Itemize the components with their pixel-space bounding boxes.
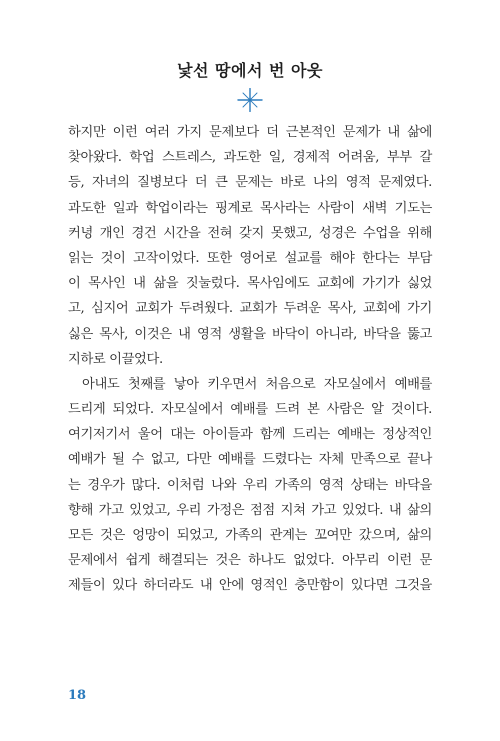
text-line: 아내도 첫째를 낳아 키우면서 처음으로 자모실에서 예배를 (82, 376, 432, 392)
text-line: 제들이 있다 하더라도 내 안에 영적인 충만함이 있다면 그것을 (68, 578, 432, 594)
text-line: 커녕 개인 경건 시간을 전혀 갖지 못했고, 성경은 수업을 위해 (68, 225, 432, 241)
paragraph-1 (68, 120, 432, 372)
text-line: 문제에서 쉽게 해결되는 것은 하나도 없었다. 아무리 이런 문 (68, 553, 432, 569)
text-line: 여기저기서 울어 대는 아이들과 함께 드리는 예배는 정상적인 (68, 427, 432, 443)
paragraph-2 (68, 372, 432, 599)
text-line: 지하로 이끌었다. (68, 351, 163, 367)
text-line: 예배가 될 수 없고, 다만 예배를 드렸다는 자체 만족으로 끝나 (68, 452, 432, 468)
body-text (68, 120, 432, 599)
chapter-title: 낯선 땅에서 번 아웃 (177, 61, 323, 80)
text-line: 는 경우가 많다. 이처럼 나와 우리 가족의 영적 상태는 바닥을 (68, 477, 432, 493)
text-line: 과도한 일과 학업이라는 핑계로 목사라는 사람이 새벽 기도는 (68, 200, 432, 216)
text-line: 읽는 것이 고작이었다. 또한 영어로 설교를 해야 한다는 부담 (68, 250, 432, 266)
sparkle-icon (236, 88, 264, 112)
text-line: 찾아왔다. 학업 스트레스, 과도한 일, 경제적 어려움, 부부 갈 (68, 150, 432, 166)
text-line: 고, 심지어 교회가 두려웠다. 교회가 두려운 목사, 교회에 가기 (68, 301, 432, 317)
text-line: 싫은 목사, 이것은 내 영적 생활을 바닥이 아니라, 바닥을 뚫고 (68, 326, 432, 342)
page-number: 18 (68, 688, 87, 703)
text-line: 향해 가고 있었고, 우리 가정은 점점 지쳐 가고 있었다. 내 삶의 (68, 502, 432, 518)
text-line: 하지만 이런 여러 가지 문제보다 더 근본적인 문제가 내 삶에 (68, 125, 432, 140)
text-line: 등, 자녀의 질병보다 더 큰 문제는 바로 나의 영적 문제였다. (68, 175, 432, 191)
text-line: 모든 것은 엉망이 되었고, 가족의 관계는 꼬여만 갔으며, 삶의 (68, 528, 432, 543)
text-line: 드리게 되었다. 자모실에서 예배를 드려 본 사람은 알 것이다. (68, 402, 432, 418)
text-line: 이 목사인 내 삶을 짓눌렀다. 목사임에도 교회에 가기가 싫었 (68, 276, 432, 292)
